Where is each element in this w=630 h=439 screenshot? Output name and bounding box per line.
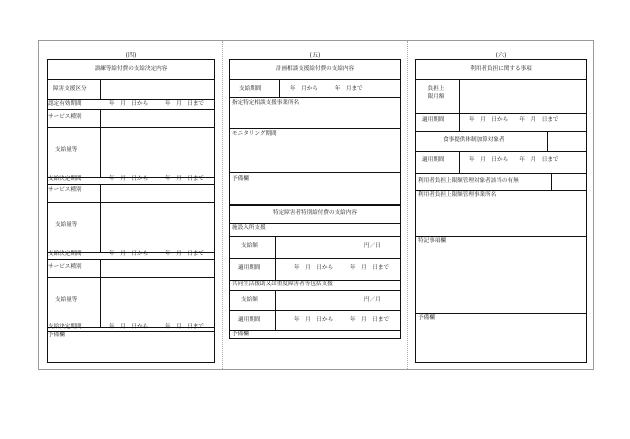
tokki-label: 特記事項欄 xyxy=(418,238,446,244)
tekiyo-kikan-value: 年 月 日から 年 月 日まで xyxy=(294,265,390,271)
tokutei-title: 特定障害者特別給付費の支給内容 xyxy=(273,210,357,216)
futan-title: 利用者負担に関する事項 xyxy=(470,66,532,72)
keikaku-title: 計画相談支援給付費の支給内容 xyxy=(275,66,355,72)
tekiyo-kikan-value: 年 月 日から 年 月 日まで xyxy=(469,157,559,163)
shien-kubun-label: 障害支援区分 xyxy=(53,86,87,92)
shikyu-kettei-kikan-label: 支給決定期間 xyxy=(48,324,82,330)
yobi-label: 予備欄 xyxy=(48,332,65,338)
yobi-label: 予備欄 xyxy=(232,176,249,182)
shikyu-ryo-label: 支給量等 xyxy=(55,147,78,153)
jigyosho-label: 指定特定相談支援事業所名 xyxy=(232,100,300,106)
kunren-title: 訓練等給付費の支給決定内容 xyxy=(94,66,168,72)
column-divider xyxy=(222,41,223,369)
section-heading-4: (四) xyxy=(125,52,137,59)
shikyu-gaku-label: 支給額 xyxy=(241,243,258,249)
shikyu-ryo-label: 支給量等 xyxy=(55,297,78,303)
yen-per-day: 円／日 xyxy=(364,243,381,249)
shikyu-ryo-label: 支給量等 xyxy=(55,222,78,228)
certificate-sheet xyxy=(38,40,594,370)
shikyu-gaku-label: 支給額 xyxy=(241,297,258,303)
kyodo-seikatsu-label: 共同生活援助又は重度障害者等包括支援 xyxy=(232,281,333,287)
section-heading-6: (六) xyxy=(495,52,507,59)
yen-per-month: 円／月 xyxy=(364,297,381,303)
tekiyo-kikan-value: 年 月 日から 年 月 日まで xyxy=(294,317,390,323)
kanri-jigyosho-label: 利用者負担上限額管理事業所名 xyxy=(418,192,497,198)
shokuji-label: 食事提供体制加算対象者 xyxy=(443,137,505,143)
column-divider xyxy=(407,41,408,369)
shikyu-kettei-kikan-value: 年 月 日から 年 月 日まで xyxy=(109,324,205,330)
futan-table xyxy=(415,59,587,363)
tekiyo-kikan-label: 適用期間 xyxy=(238,317,261,323)
futan-jogen-label: 負担上限月額 xyxy=(427,86,445,100)
shikyu-kikan-value: 年 月から 年 月まで xyxy=(290,86,363,92)
nintei-kikan-value: 年 月 日から 年 月 日まで xyxy=(109,101,205,107)
shikyu-kikan-label: 支給期間 xyxy=(239,86,262,92)
section-heading-5: (五) xyxy=(309,52,321,59)
shisetsu-nyusho-label: 施設入所支援 xyxy=(232,225,266,231)
service-shubetsu-label: サービス種別 xyxy=(48,264,82,270)
tekiyo-kikan-label: 適用期間 xyxy=(422,157,445,163)
service-shubetsu-label: サービス種別 xyxy=(48,114,82,120)
yobi-label: 予備欄 xyxy=(418,315,435,321)
monitoring-label: モニタリング期間 xyxy=(232,131,277,137)
kanri-taisho-label: 利用者負担上限額管理対象者該当の有無 xyxy=(418,178,519,184)
shikyu-kettei-kikan-value: 年 月 日から 年 月 日まで xyxy=(109,176,205,182)
tekiyo-kikan-value: 年 月 日から 年 月 日まで xyxy=(469,117,559,123)
shikyu-kettei-kikan-label: 支給決定期間 xyxy=(48,176,82,182)
service-shubetsu-label: サービス種別 xyxy=(48,187,82,193)
nintei-kikan-label: 認定有効期間 xyxy=(48,101,82,107)
shikyu-kettei-kikan-value: 年 月 日から 年 月 日まで xyxy=(109,251,205,257)
yobi-label: 予備欄 xyxy=(232,331,249,337)
tekiyo-kikan-label: 適用期間 xyxy=(238,265,261,271)
tekiyo-kikan-label: 適用期間 xyxy=(422,117,445,123)
shikyu-kettei-kikan-label: 支給決定期間 xyxy=(48,251,82,257)
